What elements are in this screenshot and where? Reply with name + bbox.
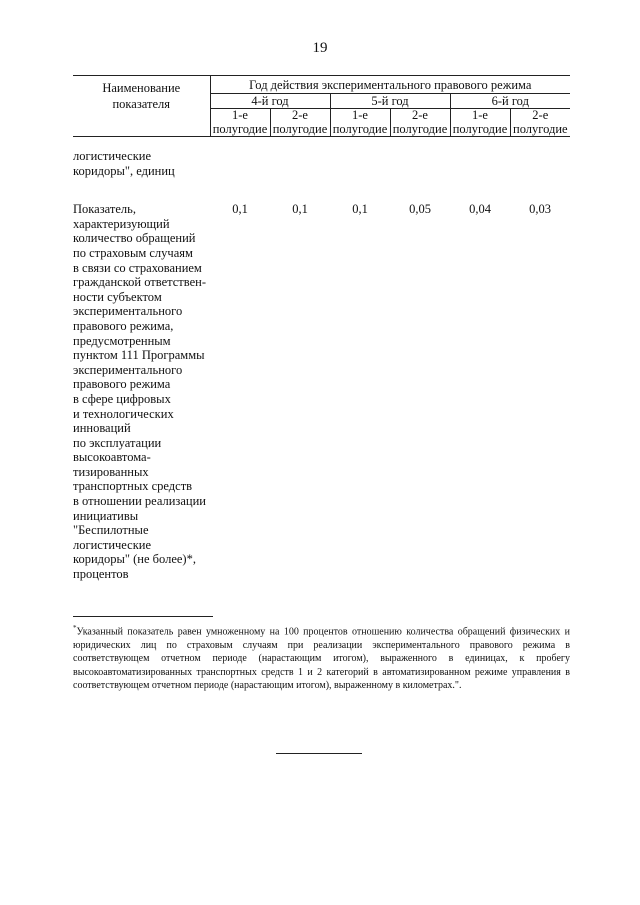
footnote-marker: *	[73, 624, 77, 632]
column-header-half	[270, 109, 330, 137]
indicator-name-header-text: Наименование показателя	[102, 81, 181, 111]
row-value	[330, 137, 390, 193]
footnote	[73, 622, 570, 692]
row-value: 0,05	[409, 202, 431, 217]
column-header-half	[510, 109, 570, 137]
row-value: 0,04	[469, 202, 491, 217]
table-row	[73, 137, 570, 193]
half-label: 1-е полугодие	[212, 108, 268, 136]
row-value	[210, 137, 270, 193]
page-number: 19	[312, 40, 328, 56]
row-value	[450, 137, 510, 193]
row-value: 0,1	[352, 202, 368, 217]
row-indicator-name: логистические коридоры", единиц	[73, 149, 175, 178]
half-label: 2-е полугодие	[272, 108, 328, 136]
column-header-year-5: 5-й год	[330, 94, 450, 109]
footnote-divider	[73, 616, 213, 617]
row-value	[270, 137, 330, 193]
row-value: 0,1	[232, 202, 248, 217]
half-label: 2-е полугодие	[513, 108, 568, 136]
half-label: 1-е полугодие	[452, 108, 508, 136]
column-header-half	[390, 109, 450, 137]
end-of-section-divider	[276, 753, 362, 754]
row-indicator-name: Показатель, характеризующий количество обращений по страховым случаям в связи со страхованием гражданской ответствен- ности субъектом экспериментального правового режима, предусмотренным пунктом 111 Программы экспериментального правового режима в сфере цифровых и технологических инноваций по эксплуатации высокоавтома- тизированных транспортных средств в отношении реализации инициативы "Беспилотные логистические коридоры" (не более)*, процентов	[73, 202, 206, 582]
column-header-year-4: 4-й год	[210, 94, 330, 109]
row-value	[390, 137, 450, 193]
column-header-year-6: 6-й год	[450, 94, 570, 109]
row-value: 0,03	[529, 202, 551, 217]
column-header-group: Год действия экспериментального правового режима	[210, 76, 570, 94]
column-header-half	[330, 109, 390, 137]
footnote-text: Указанный показатель равен умноженному на 100 процентов отношению количества обращений физических и юридических лиц по страховым случаям при реализации экспериментального правового режима в соответствующем отчетном периоде (нарастающим итогом), выраженного в единицах, к пробегу высокоавтоматизированных транспортных средств 1 и 2 категорий в автоматизированном режиме управления в соответствующем отчетном периоде (нарастающим итогом), выраженному в километрах.".	[73, 626, 570, 691]
column-header-indicator-name	[73, 76, 210, 137]
half-label: 1-е полугодие	[332, 108, 388, 136]
indicators-table	[73, 75, 570, 582]
column-header-half	[450, 109, 510, 137]
row-value	[510, 137, 570, 193]
table-row	[73, 192, 570, 581]
row-value: 0,1	[292, 202, 308, 217]
header-row-group	[73, 76, 570, 94]
column-header-half	[210, 109, 270, 137]
half-label: 2-е полугодие	[392, 108, 448, 136]
